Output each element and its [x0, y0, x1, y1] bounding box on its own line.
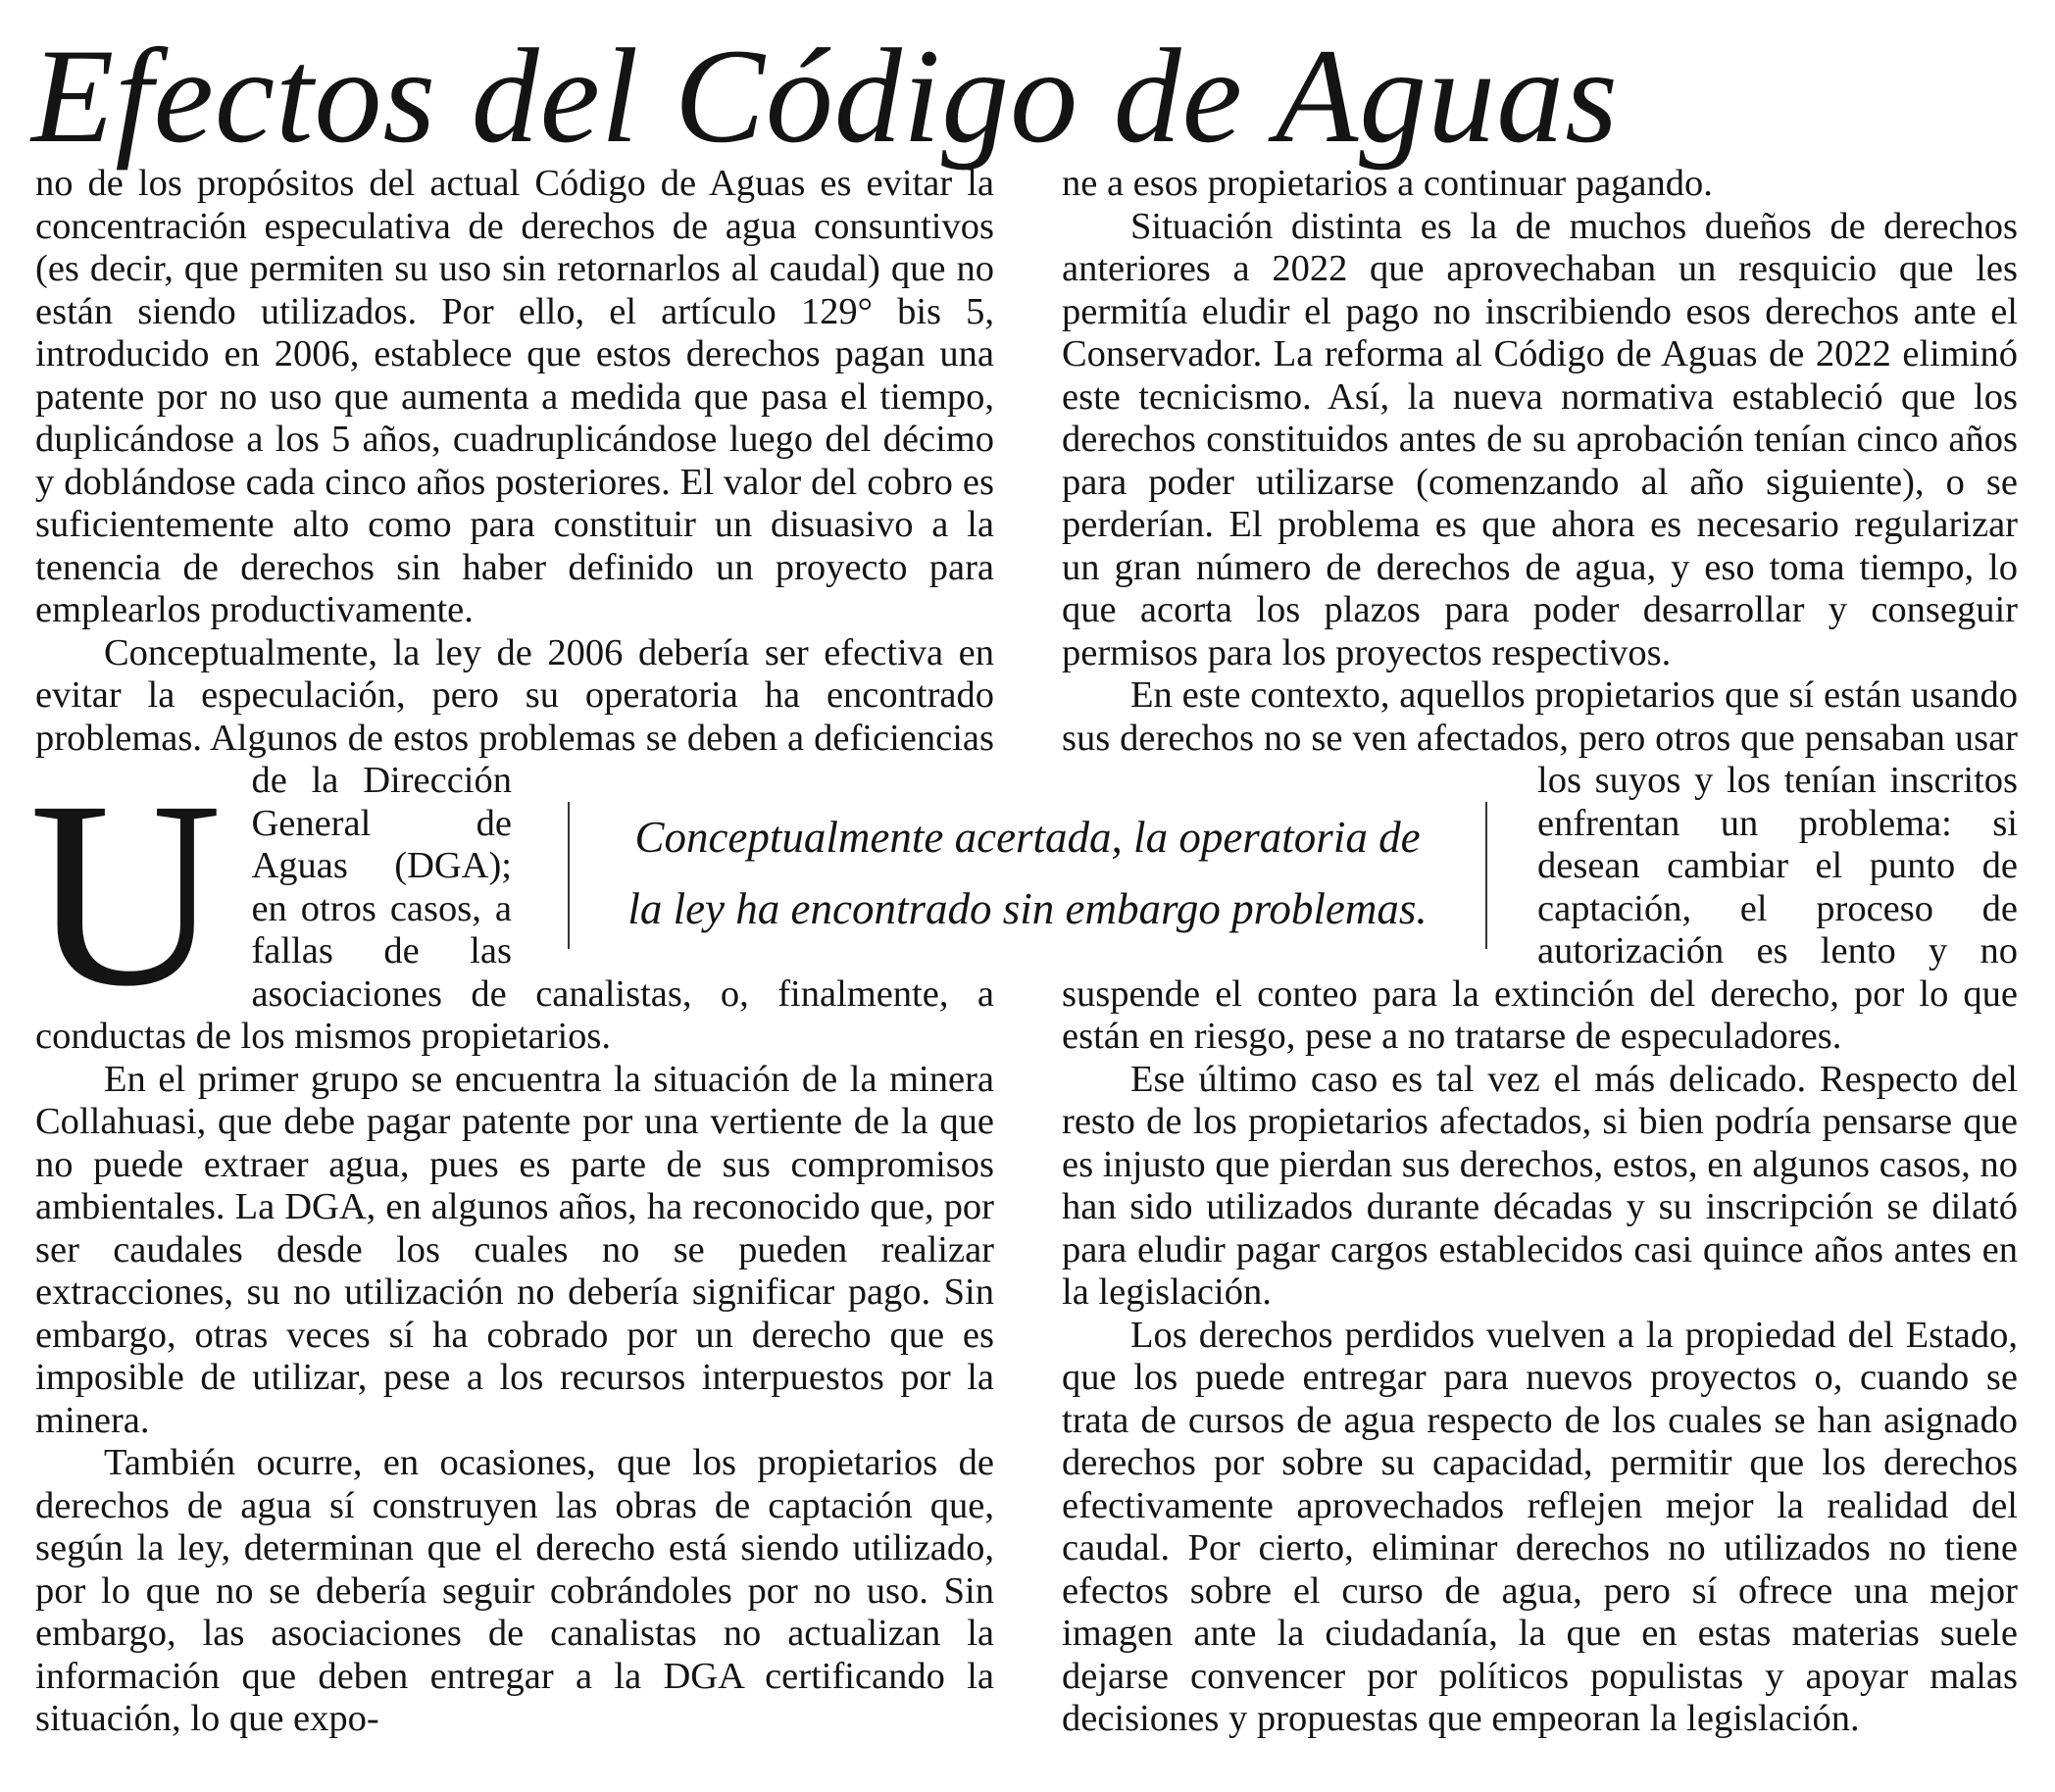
- paragraph: Conceptualmente, la ley de 2006 debería ser efectiva en evitar la especulación, pero su operatoria ha encontrado problemas. Algunos de estos problemas se deben a deficiencias de la Dirección General de Aguas (DGA); en otros casos, a fallas de las asociaciones de canalistas, o, finalmente, a conductas de los mismos propietarios.: [35, 631, 994, 1057]
- paragraph: Ese último caso es tal vez el más delicado. Respecto del resto de los propietarios afectados, si bien podría pensarse que es injusto que pierdan sus derechos, estos, en algunos casos, no han sido utilizados durante décadas y su inscripción se dilató para eludir pagar cargos establecidos casi quince años antes en la legislación.: [1062, 1058, 2018, 1313]
- left-column: [29, 163, 994, 1741]
- paragraph-continuation: ne a esos propietarios a continuar pagando.: [1062, 163, 1713, 204]
- paragraph: Situación distinta es la de muchos dueños de derechos anteriores a 2022 que aprovechaban un resquicio que les permitía eludir el pago no inscribiendo esos derechos ante el Conservador. La reforma al Código de Aguas de 2022 eliminó este tecnicismo. Así, la nueva normativa estableció que los derechos constituidos antes de su aprobación tenían cinco años para poder utilizarse (comenzando al año siguiente), o se perderían. El problema es que ahora es necesario regularizar un gran número de derechos de agua, y eso toma tiempo, lo que acorta los plazos para poder desarrollar y conseguir permisos para los proyectos respectivos.: [1062, 205, 2018, 673]
- drop-cap: U: [29, 746, 223, 1041]
- paragraph-text: no de los propósitos del actual Código de Aguas es evitar la concentración especulativa de derechos de agua consuntivos (es decir, que permiten su uso sin retornarlos al caudal) que no están siendo utilizados. Por ello, el artículo 129° bis 5, introducido en 2006, establece que estos derechos pagan una patente por no uso que aumenta a medida que pasa el tiempo, duplicándose a los 5 años, cuadruplicándose luego del décimo y doblándose cada cinco años posteriores. El valor del cobro es suficientemente alto como para constituir un disuasivo a la tenencia de derechos sin haber definido un proyecto para emplearlos productivamente.: [35, 163, 994, 630]
- paragraph: También ocurre, en ocasiones, que los propietarios de derechos de agua sí construyen las obras de captación que, según la ley, determinan que el derecho está siendo utilizado, por lo que no se debería seguir cobrándoles por no uso. Sin embargo, las asociaciones de canalistas no actualizan la información que deben entregar a la DGA certificando la situación, lo que expo-: [35, 1442, 994, 1739]
- paragraph: En el primer grupo se encuentra la situación de la minera Collahuasi, que debe pagar patente por una vertiente de la que no puede extraer agua, pues es parte de sus compromisos ambientales. La DGA, en algunos años, ha reconocido que, por ser caudales desde los cuales no se pueden realizar extracciones, su no utilización no debería significar pago. Sin embargo, otras veces sí ha cobrado por un derecho que es imposible de utilizar, pese a los recursos interpuestos por la minera.: [35, 1058, 994, 1441]
- pull-quote: [568, 802, 1487, 949]
- paragraph: En este contexto, aquellos propietarios que sí están usando sus derechos no se ven afectados, pero otros que pensaban usar los suyos y los tenían inscritos enfrentan un problema: si desean cambiar el punto de captación, el proceso de autorización es lento y no suspende el conteo para la extinción del derecho, por lo que están en riesgo, pese a no tratarse de especuladores.: [1062, 674, 2018, 1057]
- paragraph: Los derechos perdidos vuelven a la propiedad del Estado, que los puede entregar para nuevos proyectos o, cuando se trata de cursos de agua respecto de los cuales se han asignado derechos por sobre su capacidad, permitir que los derechos efectivamente aprovechados reflejen mejor la realidad del caudal. Por cierto, eliminar derechos no utilizados no tiene efectos sobre el curso de agua, pero sí ofrece una mejor imagen ante la ciudadanía, la que en estas materias suele dejarse convencer por políticos populistas y apoyar malas decisiones y propuestas que empeoran la legislación.: [1062, 1314, 2018, 1739]
- pull-quote-line-2: la ley ha encontrado sin embargo problemas.: [627, 884, 1428, 933]
- right-column: [1062, 163, 2018, 1741]
- article-title: Efectos del Código de Aguas: [31, 21, 1619, 171]
- pull-quote-line-1: Conceptualmente acertada, la operatoria de: [634, 813, 1421, 862]
